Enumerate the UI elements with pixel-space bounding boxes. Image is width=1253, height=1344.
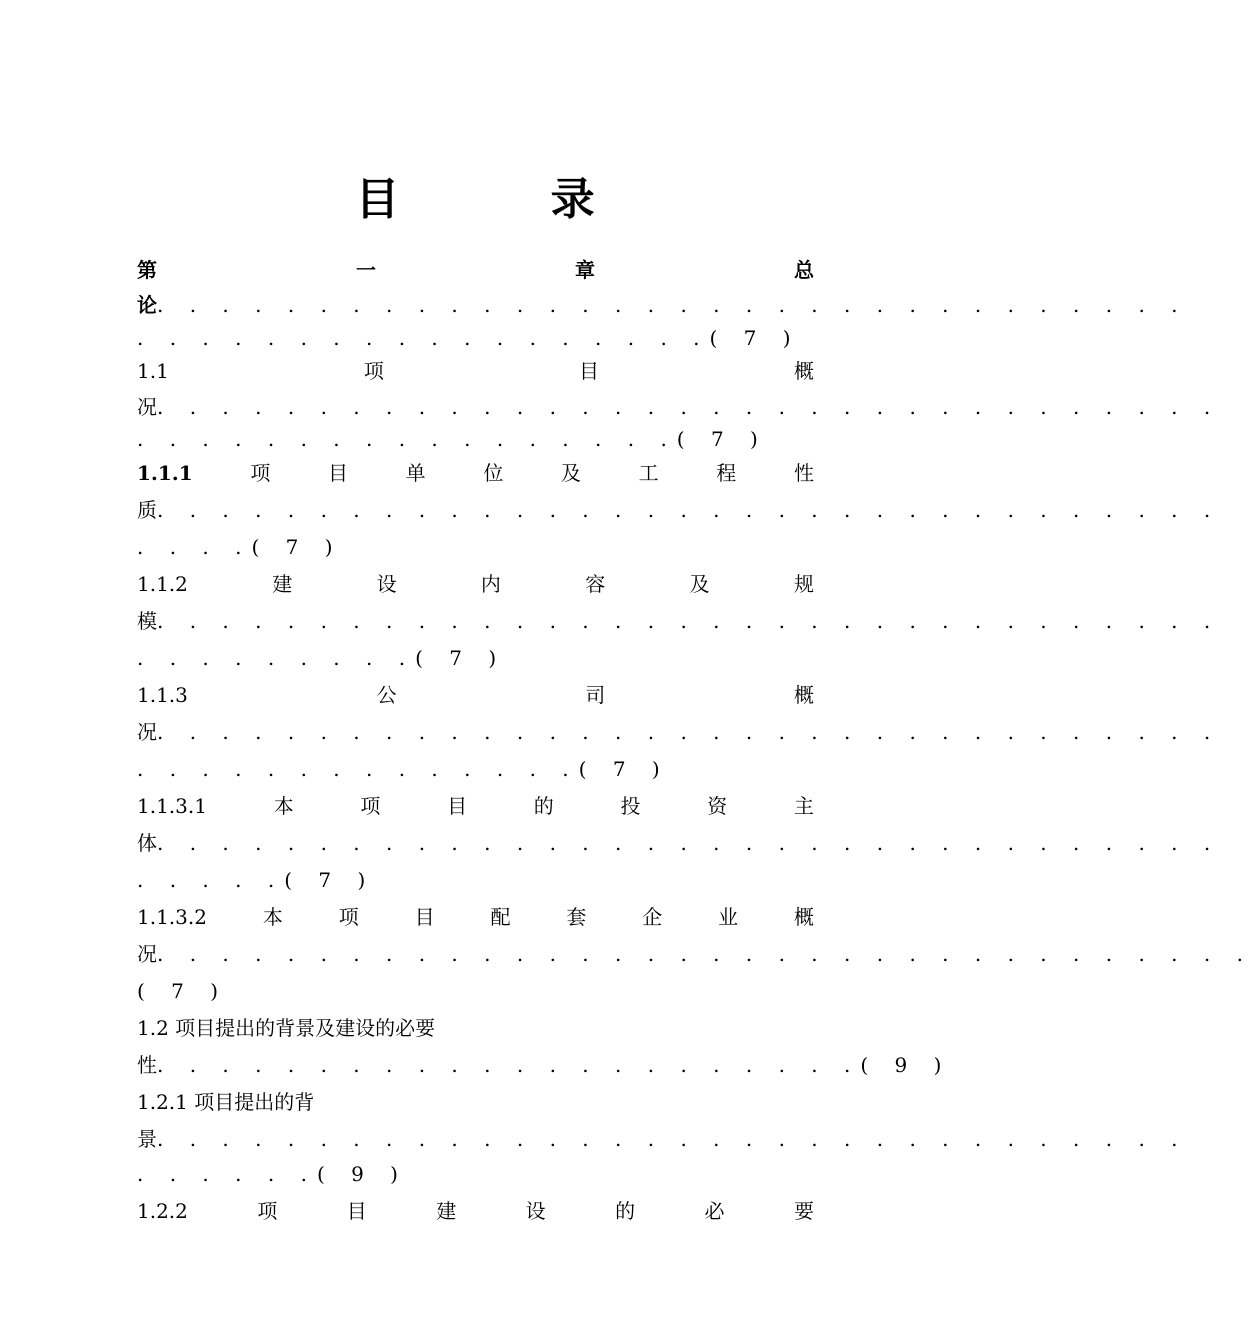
toc-word: 的 xyxy=(533,794,554,818)
toc-word: 建 xyxy=(272,572,293,596)
toc-word: 质 xyxy=(137,498,157,522)
toc-word: 况 xyxy=(137,720,157,744)
toc-dots: . . . . . xyxy=(137,868,285,892)
toc-word: 论 xyxy=(137,293,157,317)
toc-word: 1.1.2 xyxy=(137,572,188,596)
toc-word: 概 xyxy=(794,359,814,383)
toc-word: 模 xyxy=(137,609,157,633)
toc-page-number: ( 7 ) xyxy=(676,427,768,451)
toc-word: 1.2.2 xyxy=(137,1199,188,1223)
toc-word: 项 xyxy=(363,359,384,383)
toc-dots: . . . . . . . . . xyxy=(137,646,416,670)
toc-page-number: ( 7 ) xyxy=(578,757,670,781)
toc-word: 概 xyxy=(794,683,814,707)
toc-dots: . . . . . . xyxy=(137,1162,317,1186)
toc-page-number: ( 7 ) xyxy=(415,646,507,670)
toc-entry-6-line2[interactable] xyxy=(137,829,1221,857)
toc-word: 项 xyxy=(257,1199,278,1223)
toc-word: 设 xyxy=(376,572,397,596)
toc-word: 本 xyxy=(273,794,294,818)
toc-page-number: ( 9 ) xyxy=(860,1053,952,1077)
toc-word: 第 xyxy=(137,258,157,282)
toc-word: 况 xyxy=(137,942,157,966)
toc-entry-4-line3[interactable] xyxy=(137,644,814,672)
toc-word: 主 xyxy=(793,794,814,818)
toc-entry-2-line1[interactable] xyxy=(137,357,814,385)
toc-word: 投 xyxy=(620,794,641,818)
toc-word: 项 xyxy=(250,461,271,485)
toc-dots: . . . . . . . . . . . . . . . . . . . . . . . . . . . . . . . . . xyxy=(157,498,1221,522)
toc-entry-2-line2[interactable] xyxy=(137,393,1221,421)
toc-word: 公 xyxy=(376,683,397,707)
toc-entry-5-line1[interactable] xyxy=(137,681,814,709)
toc-word: 性 xyxy=(137,1053,157,1077)
toc-entry-1-line1[interactable] xyxy=(137,256,814,284)
toc-word: 1.1.3 xyxy=(137,683,188,707)
toc-word: 业 xyxy=(718,905,739,929)
toc-word: 套 xyxy=(566,905,587,929)
toc-entry-8-line2[interactable] xyxy=(137,1051,952,1079)
toc-word: 内 xyxy=(480,572,501,596)
toc-entry-3-line1[interactable] xyxy=(137,459,814,487)
toc-dots: . . . . . . . . . . . . . . . . . . . . . . . . . . . . . . . . . . xyxy=(157,942,1253,966)
toc-entry-7-line2[interactable] xyxy=(137,940,1253,968)
toc-entry-10-line1[interactable] xyxy=(137,1197,814,1225)
toc-dots: . . . . . . . . . . . . . . . . . . . . . . . . . . . . . . . . xyxy=(157,1127,1188,1151)
toc-entry-8-line1[interactable] xyxy=(137,1014,814,1042)
toc-word: 及 xyxy=(560,461,581,485)
toc-word: 本 xyxy=(262,905,283,929)
toc-dots: . . . . . . . . . . . . . . . . . . . . . . . . . . . . . . . . xyxy=(157,293,1188,317)
toc-word: 1.1.3.1 xyxy=(137,794,207,818)
toc-dots: . . . . . . . . . . . . . . . . . . xyxy=(137,326,710,350)
toc-word: 1.1.1 xyxy=(137,461,193,485)
toc-entry-7-line3[interactable] xyxy=(137,977,814,1005)
toc-dots: . . . . . . . . . . . . . . . . . . . . . . . . . . . . . . . . . xyxy=(157,831,1221,855)
toc-word: 企 xyxy=(642,905,663,929)
toc-word: 性 xyxy=(793,461,814,485)
toc-entry-5-line3[interactable] xyxy=(137,755,814,783)
toc-word: 位 xyxy=(483,461,504,485)
toc-word: 及 xyxy=(689,572,710,596)
toc-dots: . . . . . . . . . . . . . . . . . . . . . . xyxy=(157,1053,861,1077)
toc-dots: . . . . . . . . . . . . . . xyxy=(137,757,579,781)
toc-entry-3-line2[interactable] xyxy=(137,496,1221,524)
toc-word: 1.1.3.2 xyxy=(137,905,207,929)
toc-page-number: ( 7 ) xyxy=(251,535,343,559)
toc-word: 单 xyxy=(405,461,426,485)
toc-word: 目 xyxy=(578,359,599,383)
toc-heading: 1.2.1 项目提出的背 xyxy=(137,1090,315,1114)
toc-word: 章 xyxy=(575,258,595,282)
toc-word: 司 xyxy=(585,683,606,707)
toc-heading: 1.2 项目提出的背景及建设的必要 xyxy=(137,1016,436,1040)
toc-entry-5-line2[interactable] xyxy=(137,718,1221,746)
toc-dots: . . . . . . . . . . . . . . . . . . . . . . . . . . . . . . . . . xyxy=(157,609,1221,633)
toc-word: 必 xyxy=(704,1199,725,1223)
toc-entry-4-line1[interactable] xyxy=(137,570,814,598)
toc-word: 规 xyxy=(793,572,814,596)
toc-page-number: ( 9 ) xyxy=(316,1162,408,1186)
toc-word: 建 xyxy=(436,1199,457,1223)
toc-word: 目 xyxy=(414,905,435,929)
toc-entry-7-line1[interactable] xyxy=(137,903,814,931)
document-title: 目 录 xyxy=(355,174,663,225)
toc-entry-2-line3[interactable] xyxy=(137,425,814,453)
toc-page-number: ( 7 ) xyxy=(709,326,801,350)
toc-word: 工 xyxy=(638,461,659,485)
toc-entry-1-line2[interactable] xyxy=(137,291,1188,319)
toc-word: 1.1 xyxy=(137,359,169,383)
toc-word: 项 xyxy=(338,905,359,929)
toc-dots: . . . . . . . . . . . . . . . . . . . . . . . . . . . . . . . . . xyxy=(157,395,1221,419)
toc-word: 目 xyxy=(346,1199,367,1223)
toc-entry-1-line3[interactable] xyxy=(137,324,814,352)
toc-entry-3-line3[interactable] xyxy=(137,533,814,561)
toc-word: 概 xyxy=(793,905,814,929)
toc-word: 配 xyxy=(490,905,511,929)
toc-entry-4-line2[interactable] xyxy=(137,607,1221,635)
toc-word: 目 xyxy=(447,794,468,818)
toc-word: 况 xyxy=(137,395,157,419)
toc-entry-9-line1[interactable] xyxy=(137,1088,814,1116)
toc-entry-9-line3[interactable] xyxy=(137,1160,814,1188)
toc-word: 一 xyxy=(356,258,376,282)
toc-page-number: ( 7 ) xyxy=(137,979,229,1003)
toc-word: 要 xyxy=(793,1199,814,1223)
toc-page-number: ( 7 ) xyxy=(284,868,376,892)
toc-entry-9-line2[interactable] xyxy=(137,1125,1188,1153)
toc-word: 的 xyxy=(615,1199,636,1223)
toc-word: 总 xyxy=(794,258,814,282)
toc-word: 容 xyxy=(585,572,606,596)
toc-word: 程 xyxy=(716,461,737,485)
toc-dots: . . . . . . . . . . . . . . . . . xyxy=(137,427,677,451)
toc-word: 项 xyxy=(360,794,381,818)
toc-dots: . . . . xyxy=(137,535,252,559)
toc-word: 资 xyxy=(707,794,728,818)
toc-word: 设 xyxy=(525,1199,546,1223)
toc-entry-6-line1[interactable] xyxy=(137,792,814,820)
toc-dots: . . . . . . . . . . . . . . . . . . . . . . . . . . . . . . . . . xyxy=(157,720,1221,744)
toc-word: 目 xyxy=(328,461,348,485)
toc-entry-6-line3[interactable] xyxy=(137,866,814,894)
toc-word: 体 xyxy=(137,831,157,855)
toc-word: 景 xyxy=(137,1127,157,1151)
